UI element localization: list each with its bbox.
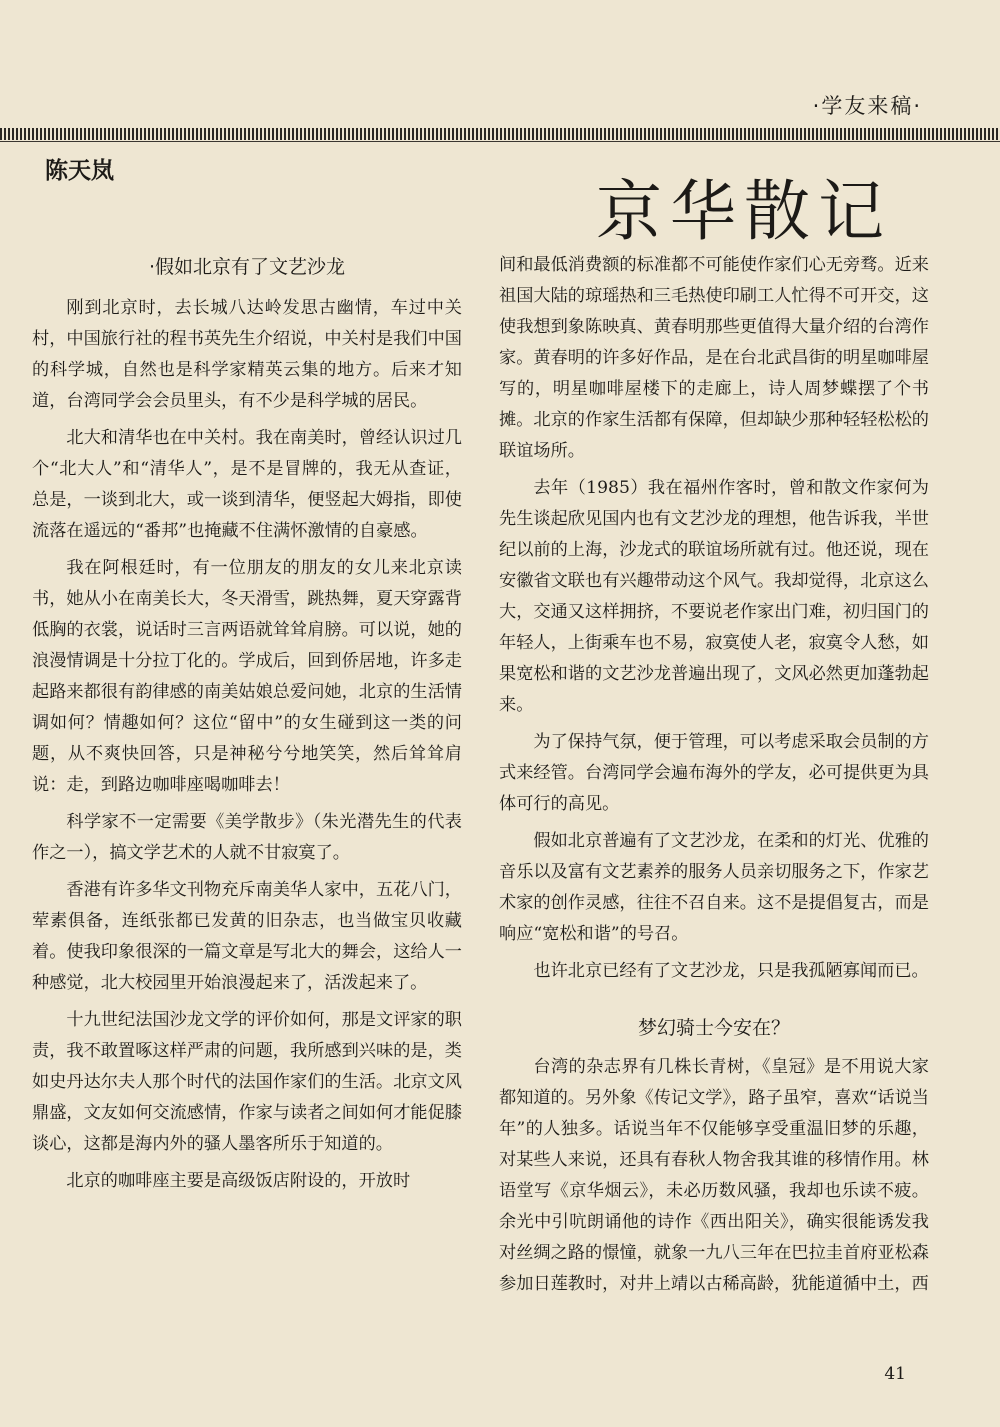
paragraph: 也许北京已经有了文艺沙龙，只是我孤陋寡闻而已。 (533, 961, 929, 981)
paragraph: 北大和清华也在中关村。我在南美时，曾经认识过几个“北大人”和“清华人”，是不是冒牌的，我无从查证，总是，一谈到北大，或一谈到清华，便竖起大姆指，即使流落在遥远的“番邦”也掩藏不住满怀激情的自豪感。 (32, 428, 462, 541)
section-tag: ·学友来稿· (812, 94, 922, 118)
paragraph: 刚到北京时，去长城八达岭发思古幽情，车过中关村，中国旅行社的程书英先生介绍说，中关村是我们中国的科学城，自然也是科学家精英云集的地方。后来才知道，台湾同学会会员里头，有不少是科学城的居民。 (32, 298, 462, 411)
header-rule-line (0, 141, 1000, 142)
paragraph: 台湾的杂志界有几株长青树，《皇冠》是不用说大家都知道的。另外象《传记文学》，路子虽窄，喜欢“话说当年”的人独多。话说当年不仅能够享受重温旧梦的乐趣，对某些人来说，还具有春秋人物舍我其谁的移情作用。林语堂写《京华烟云》，未必历数风骚，我却也乐读不疲。余光中引吭朗诵他的诗作《西出阳关》，确实很能诱发我对丝绸之路的憬憧，就象一九八三年在巴拉圭首府亚松森参加日莲教时，对井上靖以古稀高龄，犹能道循中土，西 (499, 1057, 929, 1294)
paragraph: 去年（1985）我在福州作客时，曾和散文作家何为先生谈起欣见国内也有文艺沙龙的理想，他告诉我，半世纪以前的上海，沙龙式的联谊场所就有过。他还说，现在安徽省文联也有兴趣带动这个风气。我却觉得，北京这么大，交通又这样拥挤，不要说老作家出门难，初归国门的年轻人，上街乘车也不易，寂寞使人老，寂寞令人愁，如果宽松和谐的文艺沙龙普遍出现了，文风必然更加蓬勃起来。 (499, 478, 929, 715)
paragraph: 我在阿根廷时，有一位朋友的朋友的女儿来北京读书，她从小在南美长大，冬天滑雪，跳热舞，夏天穿露背低胸的衣裳，说话时三言两语就耸耸肩膀。可以说，她的浪漫情调是十分拉丁化的。学成后，回到侨居地，许多走起路来都很有韵律感的南美姑娘总爱问她，北京的生活情调如何？情趣如何？这位“留中”的女生碰到这一类的问题，从不爽快回答，只是神秘兮兮地笑笑，然后耸耸肩说：走，到路边咖啡座喝咖啡去！ (32, 558, 462, 795)
paragraph: 香港有许多华文刊物充斥南美华人家中，五花八门，荤素俱备，连纸张都已发黄的旧杂志，也当做宝贝收藏着。使我印象很深的一篇文章是写北大的舞会，这给人一种感觉，北大校园里开始浪漫起来了，活泼起来了。 (32, 880, 462, 993)
paragraph: 十九世纪法国沙龙文学的评价如何，那是文评家的职责，我不敢置啄这样严肃的问题，我所感到兴味的是，类如史丹达尔夫人那个时代的法国作家们的生活。北京文风鼎盛，文友如何交流感情，作家与读者之间如何才能促膝谈心，这都是海内外的骚人墨客所乐于知道的。 (32, 1010, 462, 1154)
paragraph-continuation: 间和最低消费额的标准都不可能使作家们心无旁骛。近来祖国大陆的琼瑶热和三毛热使印刷工人忙得不可开交，这使我想到象陈映真、黄春明那些更值得大量介绍的台湾作家。黄春明的许多好作品，是在台北武昌街的明星咖啡屋写的，明星咖啡屋楼下的走廊上，诗人周梦蝶摆了个书摊。北京的作家生活都有保障，但却缺少那种轻轻松松的联谊场所。 (499, 255, 929, 461)
page-number: 41 (884, 1364, 906, 1384)
paragraph: 北京的咖啡座主要是高级饭店附设的，开放时 (66, 1171, 411, 1191)
header-rule (0, 128, 1000, 140)
section-heading-salon: ·假如北京有了文艺沙龙 (148, 256, 346, 278)
paragraph: 为了保持气氛，便于管理，可以考虑采取会员制的方式来经管。台湾同学会遍布海外的学友，必可提供更为具体可行的高见。 (499, 732, 929, 814)
paragraph: 科学家不一定需要《美学散步》（朱光潜先生的代表作之一），搞文学艺术的人就不甘寂寞了。 (32, 812, 462, 863)
article-title: 京华散记 (596, 173, 892, 250)
paragraph: 假如北京普遍有了文艺沙龙，在柔和的灯光、优雅的音乐以及富有文艺素养的服务人员亲切服务之下，作家艺术家的创作灵感，往往不召自来。这不是提倡复古，而是响应“宽松和谐”的号召。 (499, 831, 929, 944)
right-column (499, 250, 929, 1306)
section-heading-knight: 梦幻骑士今安在？ (637, 1017, 790, 1039)
left-column (32, 250, 462, 1203)
author-name: 陈天岚 (45, 158, 114, 184)
